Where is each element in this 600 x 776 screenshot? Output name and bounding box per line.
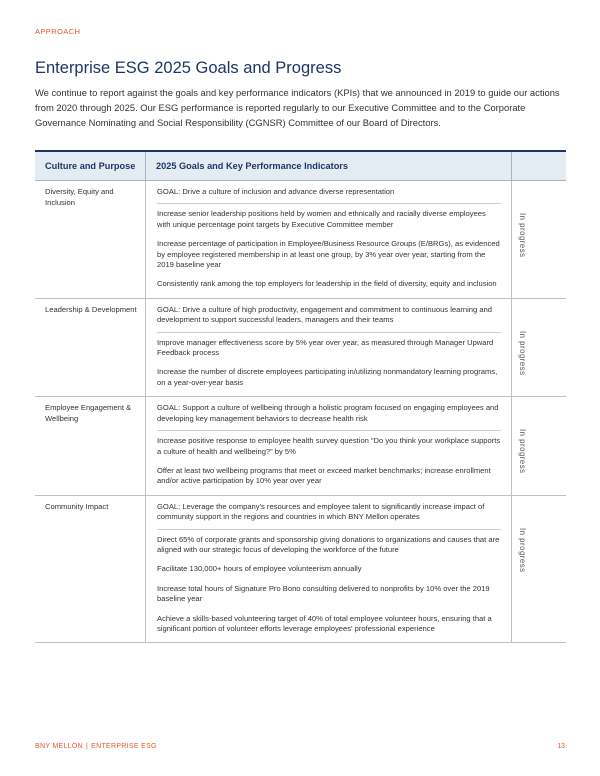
status-cell <box>512 397 566 494</box>
table-row <box>35 181 566 299</box>
column-header-status <box>512 152 566 180</box>
kpi-item: Direct 65% of corporate grants and sponsorship giving donations to organizations and causes that are aligned with our strategic focus of developing the workforce of the future <box>157 534 500 554</box>
table-header <box>35 152 566 181</box>
footer-report-name: ENTERPRISE ESG <box>91 743 157 750</box>
status-cell <box>512 299 566 396</box>
status-label: In progress <box>518 527 527 573</box>
category-cell: Leadership & Development <box>35 299 146 396</box>
footer-separator: | <box>86 743 89 750</box>
status-label: In progress <box>518 330 527 376</box>
kpi-item: Increase total hours of Signature Pro Bono consulting delivered to nonprofits by 10% over the 2019 baseline year <box>157 583 490 604</box>
kpi-item: Consistently rank among the top employers for leadership in the field of diversity, equity and inclusion <box>157 279 497 289</box>
kpi-item: Improve manager effectiveness score by 5% year over year, as measured through Manager Upward Feedback process <box>157 337 494 358</box>
goal-text: GOAL: Leverage the company's resources and employee talent to significantly increase impact of community support in the regions and countries in which BNY Mellon operates <box>157 496 501 530</box>
table-row <box>35 299 566 397</box>
category-cell: Diversity, Equity and Inclusion <box>35 181 146 298</box>
footer-brand-name: BNY MELLON <box>35 743 83 750</box>
kpi-item: Increase senior leadership positions held by women and ethnically and racially diverse employees with unique percentage point targets by Executive Committee member <box>157 209 486 229</box>
status-cell <box>512 181 566 298</box>
status-cell <box>512 496 566 643</box>
kpi-item: Increase percentage of participation in Employee/Business Resource Groups (E/BRGs), as evidenced by employee registered membership in at least one group, by 3% year over year, starting from the 2019 baseline year <box>157 239 500 270</box>
goals-cell <box>146 181 512 298</box>
section-label: APPROACH <box>35 27 81 36</box>
goal-text: GOAL: Drive a culture of high productivity, engagement and commitment to continuous learning and development to support successful leaders, managers and their teams <box>157 299 501 333</box>
goal-text: GOAL: Drive a culture of inclusion and advance diverse representation <box>157 181 501 204</box>
column-header-culture: Culture and Purpose <box>35 152 146 180</box>
kpi-item: Offer at least two wellbeing programs that meet or exceed market benchmarks; increase enrollment and/or active participation by 10% year over year <box>157 465 491 486</box>
goals-cell <box>146 496 512 643</box>
kpi-item: Facilitate 130,000+ hours of employee volunteerism annually <box>157 564 362 574</box>
table-row <box>35 397 566 495</box>
status-label: In progress <box>518 429 527 474</box>
category-cell: Community Impact <box>35 496 146 643</box>
page-number: 13 <box>557 743 565 750</box>
page-title: Enterprise ESG 2025 Goals and Progress <box>35 59 342 77</box>
goals-table <box>35 150 566 643</box>
footer-brand <box>35 743 157 750</box>
kpi-item: Increase positive response to employee health survey question “Do you think your workplace supports a culture of health and wellbeing?” by 5% <box>157 436 501 456</box>
goals-cell <box>146 397 512 494</box>
kpi-item: Achieve a skills-based volunteering target of 40% of total employee volunteer hours, ensuring that a significant portion of volunteer efforts leverage employees' professional experience <box>157 613 492 633</box>
goals-cell <box>146 299 512 396</box>
table-row <box>35 496 566 644</box>
status-label: In progress <box>518 213 527 258</box>
column-header-goals: 2025 Goals and Key Performance Indicators <box>146 152 512 180</box>
category-cell: Employee Engagement & Wellbeing <box>35 397 146 494</box>
goal-text: GOAL: Support a culture of wellbeing through a holistic program focused on engaging employees and developing key management behaviors to decrease health risk <box>157 397 501 431</box>
kpi-item: Increase the number of discrete employees participating in/utilizing nonmandatory learning programs, on a year-over-year basis <box>157 367 498 387</box>
intro-paragraph: We continue to report against the goals and key performance indicators (KPIs) that we announced in 2019 to guide our actions from 2020 through 2025. Our ESG performance is reported regularly to our Executive Committee and to the Corporate Governance Nominating and Social Responsibility (CGNSR) Committee of our Board of Directors. <box>35 87 560 128</box>
